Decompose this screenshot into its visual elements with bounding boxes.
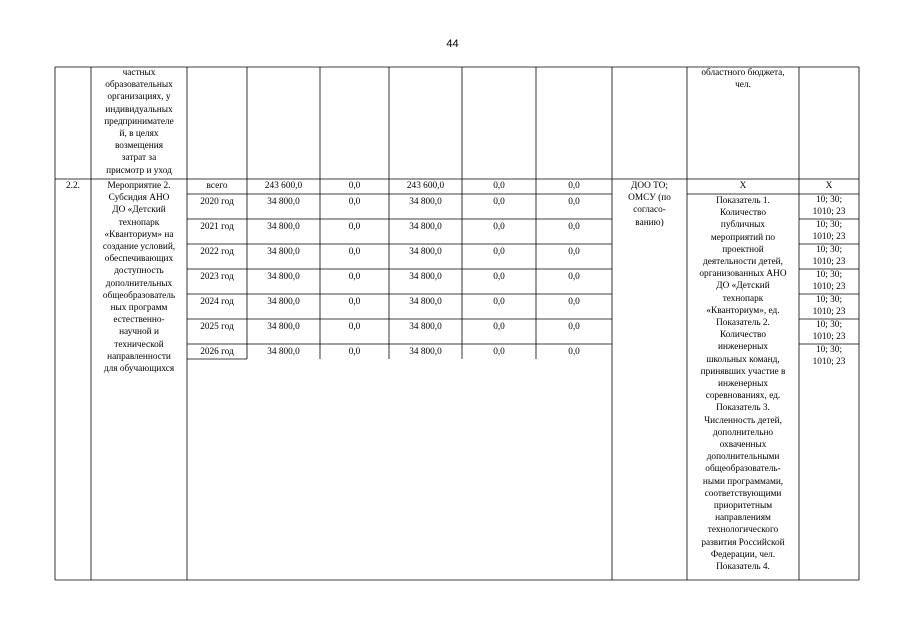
indicator-line: технопарк — [722, 293, 764, 304]
cell-year: всего — [206, 181, 228, 191]
cell-v2: 34 800,0 — [409, 297, 442, 307]
row-name — [92, 180, 186, 375]
cell-total: 34 800,0 — [267, 347, 300, 357]
cell-v2: 34 800,0 — [409, 347, 442, 357]
code-cell — [800, 195, 858, 218]
indicator-line: общеобразователь- — [705, 464, 781, 475]
cell-year: 2024 год — [200, 297, 234, 307]
top-indicator-line: областного бюджета, — [701, 68, 785, 78]
cell-v3: 0,0 — [493, 247, 505, 257]
cell-v2: 34 800,0 — [409, 272, 442, 282]
cell-year: 2020 год — [200, 197, 234, 207]
cell-v2: 34 800,0 — [409, 222, 442, 232]
code-line: 1010; 23 — [812, 206, 846, 217]
indicator-line: организованных АНО — [699, 269, 787, 280]
code-line: 10; 30; — [815, 270, 843, 280]
cell-v3: 0,0 — [493, 347, 505, 357]
indicator-line: инженерных — [718, 379, 768, 390]
cell-v1: 0,0 — [348, 347, 361, 357]
cell-total: 34 800,0 — [267, 197, 300, 207]
indicator-line: соревнованиях, ед. — [705, 391, 781, 402]
cell-v1: 0,0 — [348, 197, 361, 207]
top-name-line: предпринимателе — [104, 116, 174, 127]
indicator-line: школьных команд, — [706, 354, 780, 365]
row-name-line: технической — [114, 339, 164, 350]
indicator-line: Федерации, чел. — [710, 549, 776, 560]
top-name-line: организациях, у — [107, 92, 171, 103]
cell-total: 34 800,0 — [267, 322, 300, 332]
indicator-line: мероприятий по — [710, 232, 776, 243]
cell-v3: 0,0 — [493, 181, 505, 191]
indicator-line: дополнительно — [712, 427, 774, 438]
cell-v2: 243 600,0 — [406, 181, 445, 191]
top-name-line: присмотр и уход — [106, 165, 172, 176]
indicator-line: Численность детей, — [704, 415, 782, 426]
code-line: 1010; 23 — [812, 256, 846, 267]
cell-v2: 34 800,0 — [409, 247, 442, 257]
indicator-line: публичных — [720, 220, 766, 231]
indicator-line: развития Российской — [701, 537, 785, 548]
code-line: 1010; 23 — [812, 331, 846, 342]
executor-line: ванию) — [635, 217, 664, 228]
indicator-header: Х — [739, 181, 747, 191]
cell-total: 34 800,0 — [267, 272, 300, 282]
code-header: Х — [825, 181, 833, 191]
code-line: 1010; 23 — [812, 231, 846, 242]
cell-total: 34 800,0 — [267, 247, 300, 257]
cell-total: 34 800,0 — [267, 297, 300, 307]
cell-v4: 0,0 — [568, 247, 580, 257]
row-name-line: Мероприятие 2. — [107, 181, 171, 191]
indicator-line: дополнительными — [706, 452, 780, 463]
code-cell — [800, 295, 858, 318]
cell-v3: 0,0 — [493, 222, 505, 232]
cell-year: 2025 год — [200, 322, 234, 332]
top-indicator-line: чел. — [735, 80, 751, 91]
cell-total: 34 800,0 — [267, 222, 300, 232]
indicator-line: Количество — [719, 330, 767, 341]
indicator-line: Показатель 1. — [716, 196, 770, 206]
cell-v4: 0,0 — [568, 272, 580, 282]
row-name-line: доступность — [114, 266, 164, 277]
code-cell — [800, 320, 858, 343]
row-name-line: общеобразователь — [102, 290, 176, 301]
cell-v4: 0,0 — [568, 297, 580, 307]
cell-v2: 34 800,0 — [409, 322, 442, 332]
indicator-line: Показатель 3. — [716, 403, 770, 414]
executor-line: ДОО ТО; — [631, 181, 668, 191]
cell-v3: 0,0 — [493, 272, 505, 282]
top-row-name — [92, 67, 186, 177]
indicator-line: проектной — [722, 244, 764, 255]
indicator-line: технологического — [707, 525, 779, 536]
row-name-line: обеспечивающих — [104, 254, 174, 265]
top-name-line: затрат за — [121, 153, 157, 164]
row-name-line: технопарк — [118, 217, 160, 228]
code-line: 10; 30; — [815, 320, 843, 330]
cell-v3: 0,0 — [493, 322, 505, 332]
top-row-indicator — [688, 67, 798, 91]
row-name-line: «Кванториум» на — [104, 229, 174, 240]
indicator-line: Количество — [719, 208, 767, 219]
code-cell — [800, 345, 858, 368]
cell-v1: 0,0 — [348, 247, 361, 257]
indicator-line: ными программами, — [702, 476, 784, 487]
indicator-line: направлениям — [715, 513, 771, 524]
code-line: 1010; 23 — [812, 306, 846, 317]
indicator-line: Показатель 2. — [716, 318, 770, 329]
executor-line: ОМСУ (по — [628, 193, 671, 204]
cell-v1: 0,0 — [348, 272, 361, 282]
top-name-line: индивидуальных — [105, 104, 173, 115]
row-name-line: ных программ — [110, 303, 168, 314]
code-line: 1010; 23 — [812, 281, 846, 292]
cell-v2: 34 800,0 — [409, 197, 442, 207]
code-line: 10; 30; — [815, 195, 843, 205]
cell-v3: 0,0 — [493, 197, 505, 207]
indicator-line: инженерных — [718, 342, 768, 353]
row-name-line: создание условий, — [102, 242, 176, 253]
row-name-line: научной и — [119, 327, 159, 338]
indicator-line: Показатель 4. — [716, 562, 770, 573]
top-name-line: частных — [122, 68, 156, 78]
indicator-line: охваченных — [719, 440, 767, 451]
row-number: 2.2. — [66, 181, 80, 191]
code-line: 10; 30; — [815, 345, 843, 355]
top-name-line: образовательных — [105, 80, 173, 91]
row-name-line: дополнительных — [105, 278, 173, 289]
executor-line: согласо- — [633, 205, 666, 216]
row-name-line: Субсидия АНО — [108, 193, 170, 204]
cell-v1: 0,0 — [348, 322, 361, 332]
row-name-line: ДО «Детский — [112, 205, 166, 216]
row-name-line: естественно- — [113, 315, 165, 326]
cell-v3: 0,0 — [493, 297, 505, 307]
top-name-line: й, в целях — [119, 129, 159, 140]
indicator-line: ДО «Детский — [716, 281, 770, 292]
top-name-line: возмещения — [114, 141, 164, 152]
cell-v4: 0,0 — [568, 197, 580, 207]
cell-year: 2022 год — [200, 247, 234, 257]
cell-v4: 0,0 — [568, 181, 580, 191]
code-line: 1010; 23 — [812, 356, 846, 367]
code-line: 10; 30; — [815, 295, 843, 305]
row-name-line: направленности — [107, 351, 171, 362]
cell-year: 2026 год — [200, 347, 234, 357]
cell-v4: 0,0 — [568, 222, 580, 232]
code-cell — [800, 270, 858, 293]
code-cell — [800, 245, 858, 268]
indicator-line: приоритетным — [713, 501, 773, 512]
cell-v1: 0,0 — [348, 222, 361, 232]
row-indicators — [688, 195, 798, 573]
cell-v1: 0,0 — [348, 181, 361, 191]
cell-year: 2021 год — [200, 222, 234, 232]
indicator-line: принявших участие в — [700, 366, 786, 377]
code-line: 10; 30; — [815, 220, 843, 230]
cell-v4: 0,0 — [568, 322, 580, 332]
row-name-line: для обучающихся — [103, 364, 175, 375]
cell-v4: 0,0 — [568, 347, 580, 357]
cell-year: 2023 год — [200, 272, 234, 282]
page-number: 44 — [446, 38, 459, 50]
indicator-line: деятельности детей, — [703, 257, 783, 268]
cell-total: 243 600,0 — [264, 181, 303, 191]
code-line: 10; 30; — [815, 245, 843, 255]
indicator-line: соответствующими — [704, 488, 782, 499]
indicator-line: «Кванториум», ед. — [706, 305, 780, 316]
row-executor — [613, 180, 686, 229]
code-cell — [800, 220, 858, 243]
cell-v1: 0,0 — [348, 297, 361, 307]
